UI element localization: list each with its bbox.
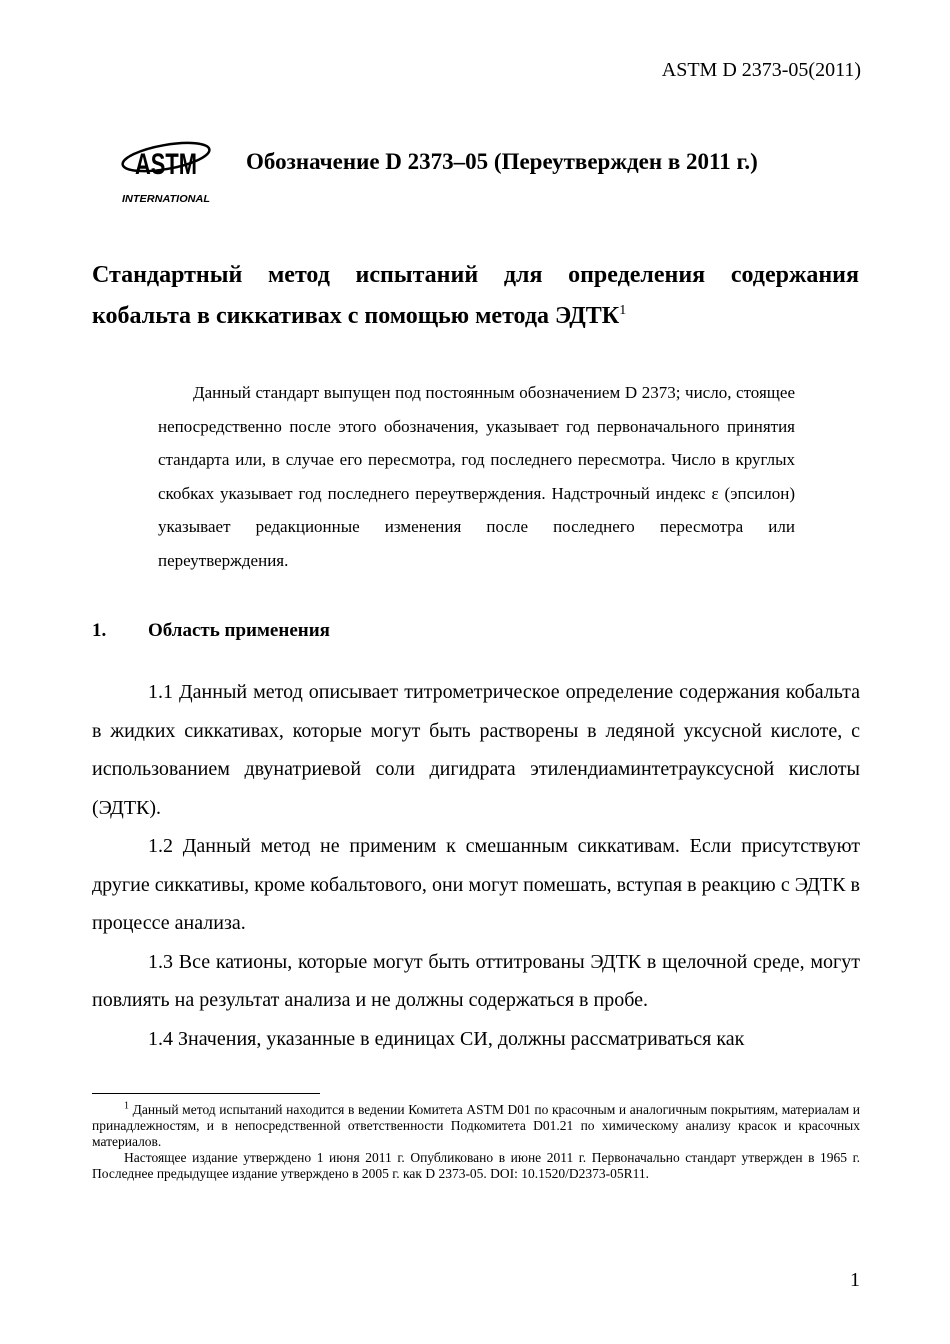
paragraph-1-1: 1.1 Данный метод описывает титрометрическое определение содержания кобальта в жидких сиккативах, которые могут быть растворены в ледяной уксусной кислоте, с использованием двунатриевой соли дигидрата этилендиаминтетрауксусной кислоты (ЭДТК). xyxy=(92,681,860,819)
footnote-paragraph-1 xyxy=(92,1102,860,1150)
section-title: Область применения xyxy=(148,620,330,641)
footnote xyxy=(92,1102,860,1182)
logo-subtitle: INTERNATIONAL xyxy=(122,194,210,205)
logo-wordmark: ASTM xyxy=(135,148,197,181)
designation-notice: Данный стандарт выпущен под постоянным обозначением D 2373; число, стоящее непосредственно после этого обозначения, указывает год первоначального принятия стандарта или, в случае его пересмотра, год последнего пересмотра. Число в круглых скобках указывает год последнего переутверждения. Надстрочный индекс ε (эпсилон) указывает редакционные изменения после последнего пересмотра или переутверждения. xyxy=(158,383,795,570)
paragraph-1-4: 1.4 Значения, указанные в единицах СИ, должны рассматриваться как xyxy=(148,1027,745,1050)
title-text: Стандартный метод испытаний для определения содержания кобальта в сиккативах с помощью метода ЭДТК xyxy=(92,262,859,329)
document-id: ASTM D 2373-05(2011) xyxy=(661,59,861,81)
title-footnote-ref: 1 xyxy=(619,303,627,318)
footnote-text-1: Данный метод испытаний находится в ведении Комитета ASTM D01 по красочным и аналогичным покрытиям, материалам и принадлежностям, и в непосредственной ответственности Подкомитета D01.21 по химическому анализу красок и красочных материалов. xyxy=(92,1102,860,1149)
section-number: 1. xyxy=(92,620,107,641)
footnote-paragraph-2: Настоящее издание утверждено 1 июня 2011 г. Опубликовано в июне 2011 г. Первоначально стандарт утвержден в 1965 г. Последнее предыдущее издание утверждено в 2005 г. как D 2373-05. DOI: 10.1520/D2373-05R11. xyxy=(92,1150,860,1181)
designation-heading: Обозначение D 2373–05 (Переутвержден в 2011 г.) xyxy=(246,149,758,174)
paragraph-1-2: 1.2 Данный метод не применим к смешанным сиккативам. Если присутствуют другие сиккативы, кроме кобальтового, они могут помешать, вступая в реакцию с ЭДТК в процессе анализа. xyxy=(92,835,860,934)
page-number: 1 xyxy=(850,1269,860,1291)
astm-logo xyxy=(118,122,214,208)
footnote-separator xyxy=(92,1093,320,1094)
section-body xyxy=(92,673,860,1058)
paragraph-1-3: 1.3 Все катионы, которые могут быть оттитрованы ЭДТК в щелочной среде, могут повлиять на результат анализа и не должны содержаться в пробе. xyxy=(92,950,860,1011)
footnote-marker: 1 xyxy=(124,1100,129,1112)
document-title xyxy=(92,255,859,337)
